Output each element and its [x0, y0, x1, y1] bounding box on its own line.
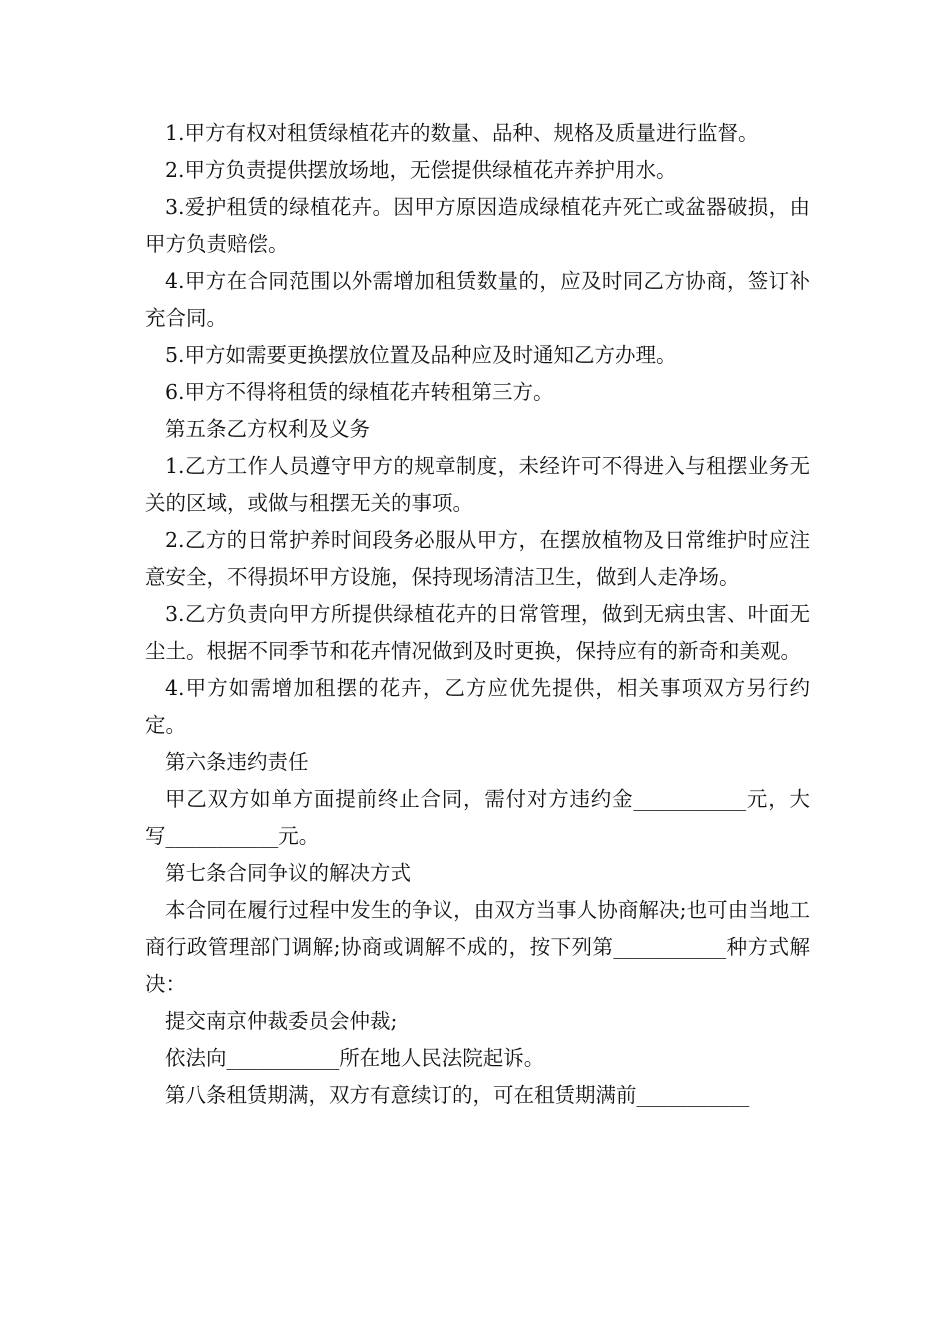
paragraph-text: 2.甲方负责提供摆放场地，无偿提供绿植花卉养护用水。 [165, 158, 677, 182]
paragraph-court-option [145, 1040, 810, 1077]
section-heading-article-6 [145, 744, 810, 781]
paragraph-text: 4.甲方在合同范围以外需增加租赁数量的，应及时同乙方协商，签订补充合同。 [145, 269, 810, 330]
paragraph-lessor-right-supervise [145, 115, 810, 152]
paragraph-text: 第八条租赁期满，双方有意续订的，可在租赁期满前___________ [165, 1083, 750, 1107]
paragraph-text: 3.乙方负责向甲方所提供绿植花卉的日常管理，做到无病虫害、叶面无尘土。根据不同季节和花卉情况做到及时更换，保持应有的新奇和美观。 [145, 602, 810, 663]
paragraph-text: 1.甲方有权对租赁绿植花卉的数量、品种、规格及质量进行监督。 [165, 121, 759, 145]
section-heading-article-5 [145, 411, 810, 448]
paragraph-lessor-protect-plants [145, 189, 810, 263]
paragraph-text: 1.乙方工作人员遵守甲方的规章制度，未经许可不得进入与租摆业务无关的区域，或做与租摆无关的事项。 [145, 454, 810, 515]
paragraph-lessor-no-sublease [145, 374, 810, 411]
paragraph-text: 本合同在履行过程中发生的争议，由双方当事人协商解决;也可由当地工商行政管理部门调解;协商或调解不成的，按下列第___________种方式解决： [145, 898, 810, 996]
paragraph-dispute-resolution [145, 892, 810, 1003]
section-heading-article-8 [145, 1077, 810, 1114]
paragraph-lessee-daily-management [145, 596, 810, 670]
paragraph-text: 提交南京仲裁委员会仲裁; [165, 1009, 398, 1033]
paragraph-text: 2.乙方的日常护养时间段务必服从甲方，在摆放植物及日常维护时应注意安全，不得损坏甲方设施，保持现场清洁卫生，做到人走净场。 [145, 528, 810, 589]
heading-text: 第六条违约责任 [165, 750, 309, 774]
paragraph-lessee-priority-supply [145, 670, 810, 744]
heading-text: 第七条合同争议的解决方式 [165, 861, 411, 885]
paragraph-text: 甲乙双方如单方面提前终止合同，需付对方违约金___________元，大写___________元。 [145, 787, 810, 848]
paragraph-text: 4.甲方如需增加租摆的花卉，乙方应优先提供，相关事项双方另行约定。 [145, 676, 810, 737]
document-page [145, 115, 810, 1114]
paragraph-text: 6.甲方不得将租赁的绿植花卉转租第三方。 [165, 380, 554, 404]
paragraph-text: 5.甲方如需要更换摆放位置及品种应及时通知乙方办理。 [165, 343, 677, 367]
paragraph-breach-penalty [145, 781, 810, 855]
paragraph-arbitration-option [145, 1003, 810, 1040]
paragraph-text: 依法向___________所在地人民法院起诉。 [165, 1046, 545, 1070]
paragraph-text: 3.爱护租赁的绿植花卉。因甲方原因造成绿植花卉死亡或盆器破损，由甲方负责赔偿。 [145, 195, 810, 256]
heading-text: 第五条乙方权利及义务 [165, 417, 370, 441]
section-heading-article-7 [145, 855, 810, 892]
paragraph-lessee-maintenance-time [145, 522, 810, 596]
paragraph-lessor-change-position [145, 337, 810, 374]
paragraph-lessor-increase-quantity [145, 263, 810, 337]
paragraph-lessor-provide-site [145, 152, 810, 189]
paragraph-lessee-staff-rules [145, 448, 810, 522]
